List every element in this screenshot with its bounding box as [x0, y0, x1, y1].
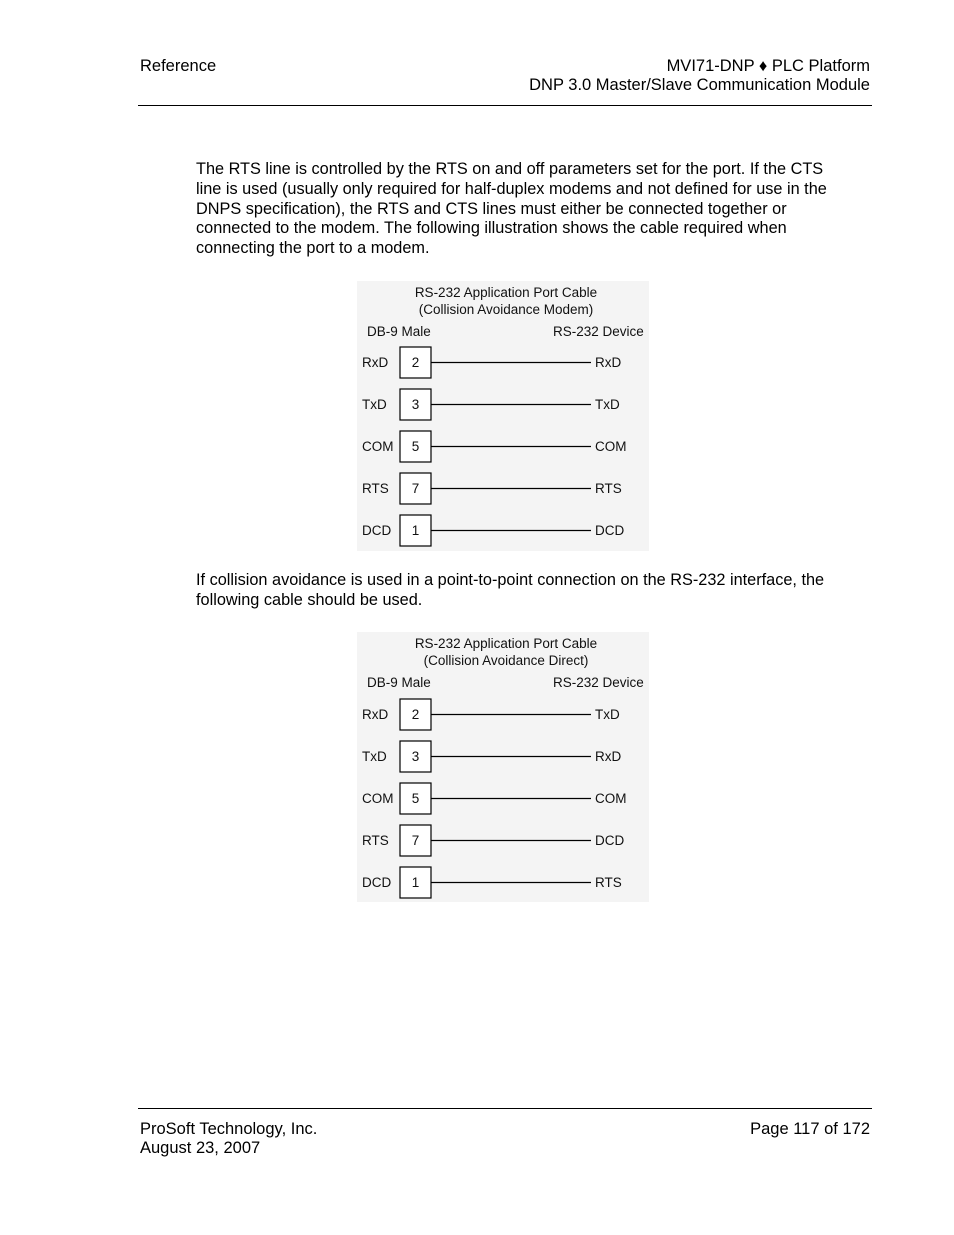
diagram-subtitle: (Collision Avoidance Modem) — [418, 302, 594, 317]
diagram-row — [362, 867, 622, 898]
pin-number: 7 — [411, 833, 420, 848]
right-signal-label: TxD — [595, 707, 620, 722]
cable-diagram-svg — [357, 281, 649, 551]
right-signal-label: RxD — [595, 355, 622, 370]
right-signal-label: RTS — [595, 481, 622, 496]
diagram-row — [362, 515, 624, 546]
diagram-row — [362, 473, 622, 504]
left-signal-label: COM — [362, 439, 394, 454]
diagram-row — [362, 431, 627, 462]
right-signal-label: COM — [595, 791, 627, 806]
pin-number: 1 — [411, 523, 420, 538]
pin-number: 5 — [411, 439, 420, 454]
header-right — [529, 57, 870, 95]
left-signal-label: COM — [362, 791, 394, 806]
left-signal-label: RTS — [362, 481, 389, 496]
cable-diagram-direct — [357, 632, 649, 902]
diagram-right-header: RS-232 Device — [553, 675, 644, 690]
diagram-row — [362, 825, 624, 856]
diagram-row — [362, 389, 620, 420]
left-signal-label: TxD — [362, 749, 387, 764]
diagram-row — [362, 699, 620, 730]
right-signal-label: DCD — [595, 523, 625, 538]
diagram-row — [362, 741, 621, 772]
pin-number: 7 — [411, 481, 420, 496]
right-signal-label: RTS — [595, 875, 622, 890]
pin-number: 3 — [411, 749, 420, 764]
pin-number: 2 — [411, 707, 420, 722]
pin-number: 2 — [411, 355, 420, 370]
footer-left — [140, 1120, 317, 1158]
footer-date: August 23, 2007 — [140, 1139, 261, 1157]
right-signal-label: COM — [595, 439, 627, 454]
diagram-left-header: DB-9 Male — [367, 675, 431, 690]
left-signal-label: RxD — [362, 707, 389, 722]
footer-company: ProSoft Technology, Inc. — [140, 1120, 318, 1138]
body-paragraph-1 — [196, 160, 836, 259]
diagram-left-header: DB-9 Male — [367, 324, 431, 339]
left-signal-label: TxD — [362, 397, 387, 412]
pin-number: 3 — [411, 397, 420, 412]
cable-diagram-svg — [357, 632, 649, 902]
header-product: MVI71-DNP ♦ PLC Platform — [666, 57, 870, 75]
diagram-title: RS-232 Application Port Cable — [414, 285, 598, 300]
right-signal-label: RxD — [595, 749, 622, 764]
header-section: Reference — [140, 57, 217, 75]
paragraph-text: The RTS line is controlled by the RTS on and off parameters set for the port. If the CTS line is used (usually only required for half-duplex modems and not defined for use in the DNPS specification), the RTS and CTS lines must either be connected together or connected to the modem. The following illustration shows the cable required when connecting the port to a modem. — [196, 160, 827, 258]
diagram-subtitle: (Collision Avoidance Direct) — [423, 653, 589, 668]
right-signal-label: TxD — [595, 397, 620, 412]
footer-divider — [138, 1108, 872, 1109]
footer-page-number: Page 117 of 172 — [750, 1120, 870, 1138]
pin-number: 1 — [411, 875, 420, 890]
paragraph-text: If collision avoidance is used in a point-to-point connection on the RS-232 interface, the following cable should be used. — [196, 571, 825, 609]
pin-number: 5 — [411, 791, 420, 806]
left-signal-label: DCD — [362, 875, 392, 890]
cable-diagram-modem — [357, 281, 649, 551]
body-paragraph-2 — [196, 571, 836, 611]
diagram-row — [362, 783, 627, 814]
right-signal-label: DCD — [595, 833, 625, 848]
diagram-title: RS-232 Application Port Cable — [414, 636, 598, 651]
diagram-right-header: RS-232 Device — [553, 324, 644, 339]
left-signal-label: RxD — [362, 355, 389, 370]
diagram-row — [362, 347, 621, 378]
header-divider — [138, 105, 872, 106]
left-signal-label: DCD — [362, 523, 392, 538]
header-subtitle: DNP 3.0 Master/Slave Communication Module — [529, 76, 870, 94]
left-signal-label: RTS — [362, 833, 389, 848]
